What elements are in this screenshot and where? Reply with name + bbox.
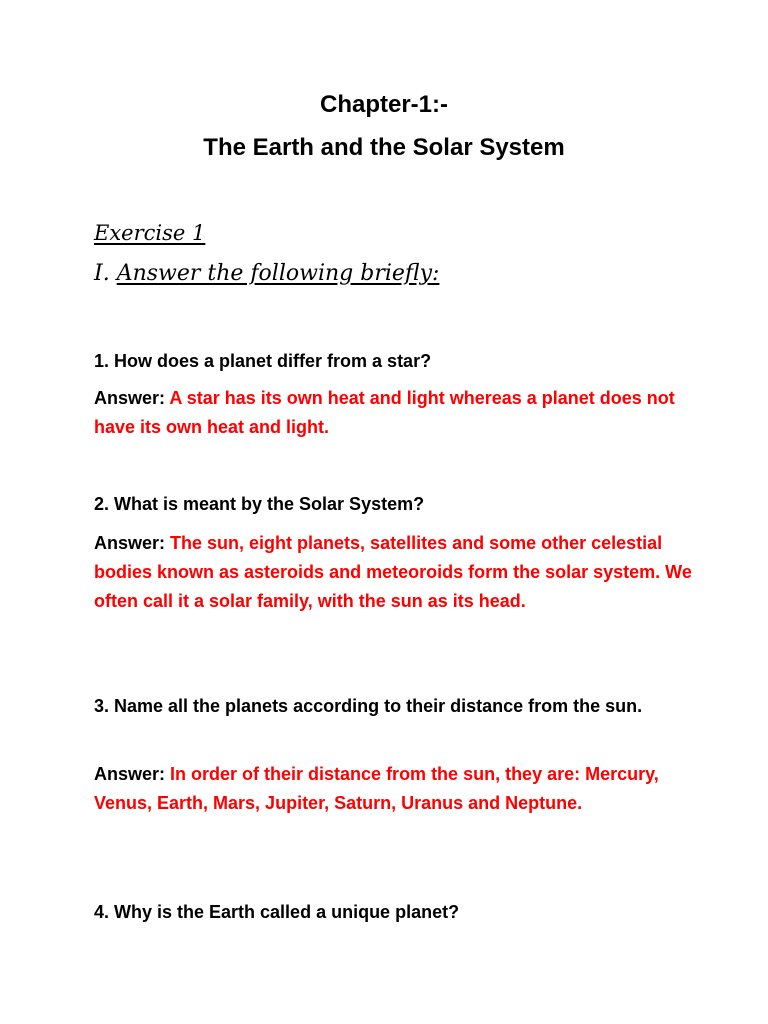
answer-2 xyxy=(94,529,694,616)
chapter-heading: Chapter-1:- xyxy=(319,91,448,118)
answer-3-text: In order of their distance from the sun, they are: Mercury, Venus, Earth, Mars, Jupiter, Saturn, Uranus and Neptune. xyxy=(94,764,659,813)
answer-2-text: The sun, eight planets, satellites and some other celestial bodies known as asteroids and meteoroids form the solar system. We often call it a solar family, with the sun as its head. xyxy=(94,533,692,611)
section-numeral: I. xyxy=(94,261,110,286)
question-1: 1. How does a planet differ from a star? xyxy=(94,351,432,371)
answer-label: Answer: xyxy=(94,764,166,784)
chapter-title: The Earth and the Solar System xyxy=(203,134,565,161)
question-2: 2. What is meant by the Solar System? xyxy=(94,494,425,514)
answer-1 xyxy=(94,384,694,442)
exercise-heading: Exercise 1 xyxy=(94,221,206,245)
instruction-text: Answer the following briefly: xyxy=(116,261,440,286)
question-4: 4. Why is the Earth called a unique planet? xyxy=(94,902,460,922)
answer-3 xyxy=(94,760,694,818)
answer-label: Answer: xyxy=(94,533,166,553)
exercise-instruction xyxy=(94,257,439,291)
answer-1-text: A star has its own heat and light whereas a planet does not have its own heat and light. xyxy=(94,388,675,437)
question-3: 3. Name all the planets according to their distance from the sun. xyxy=(94,696,643,716)
answer-label: Answer: xyxy=(94,388,166,408)
